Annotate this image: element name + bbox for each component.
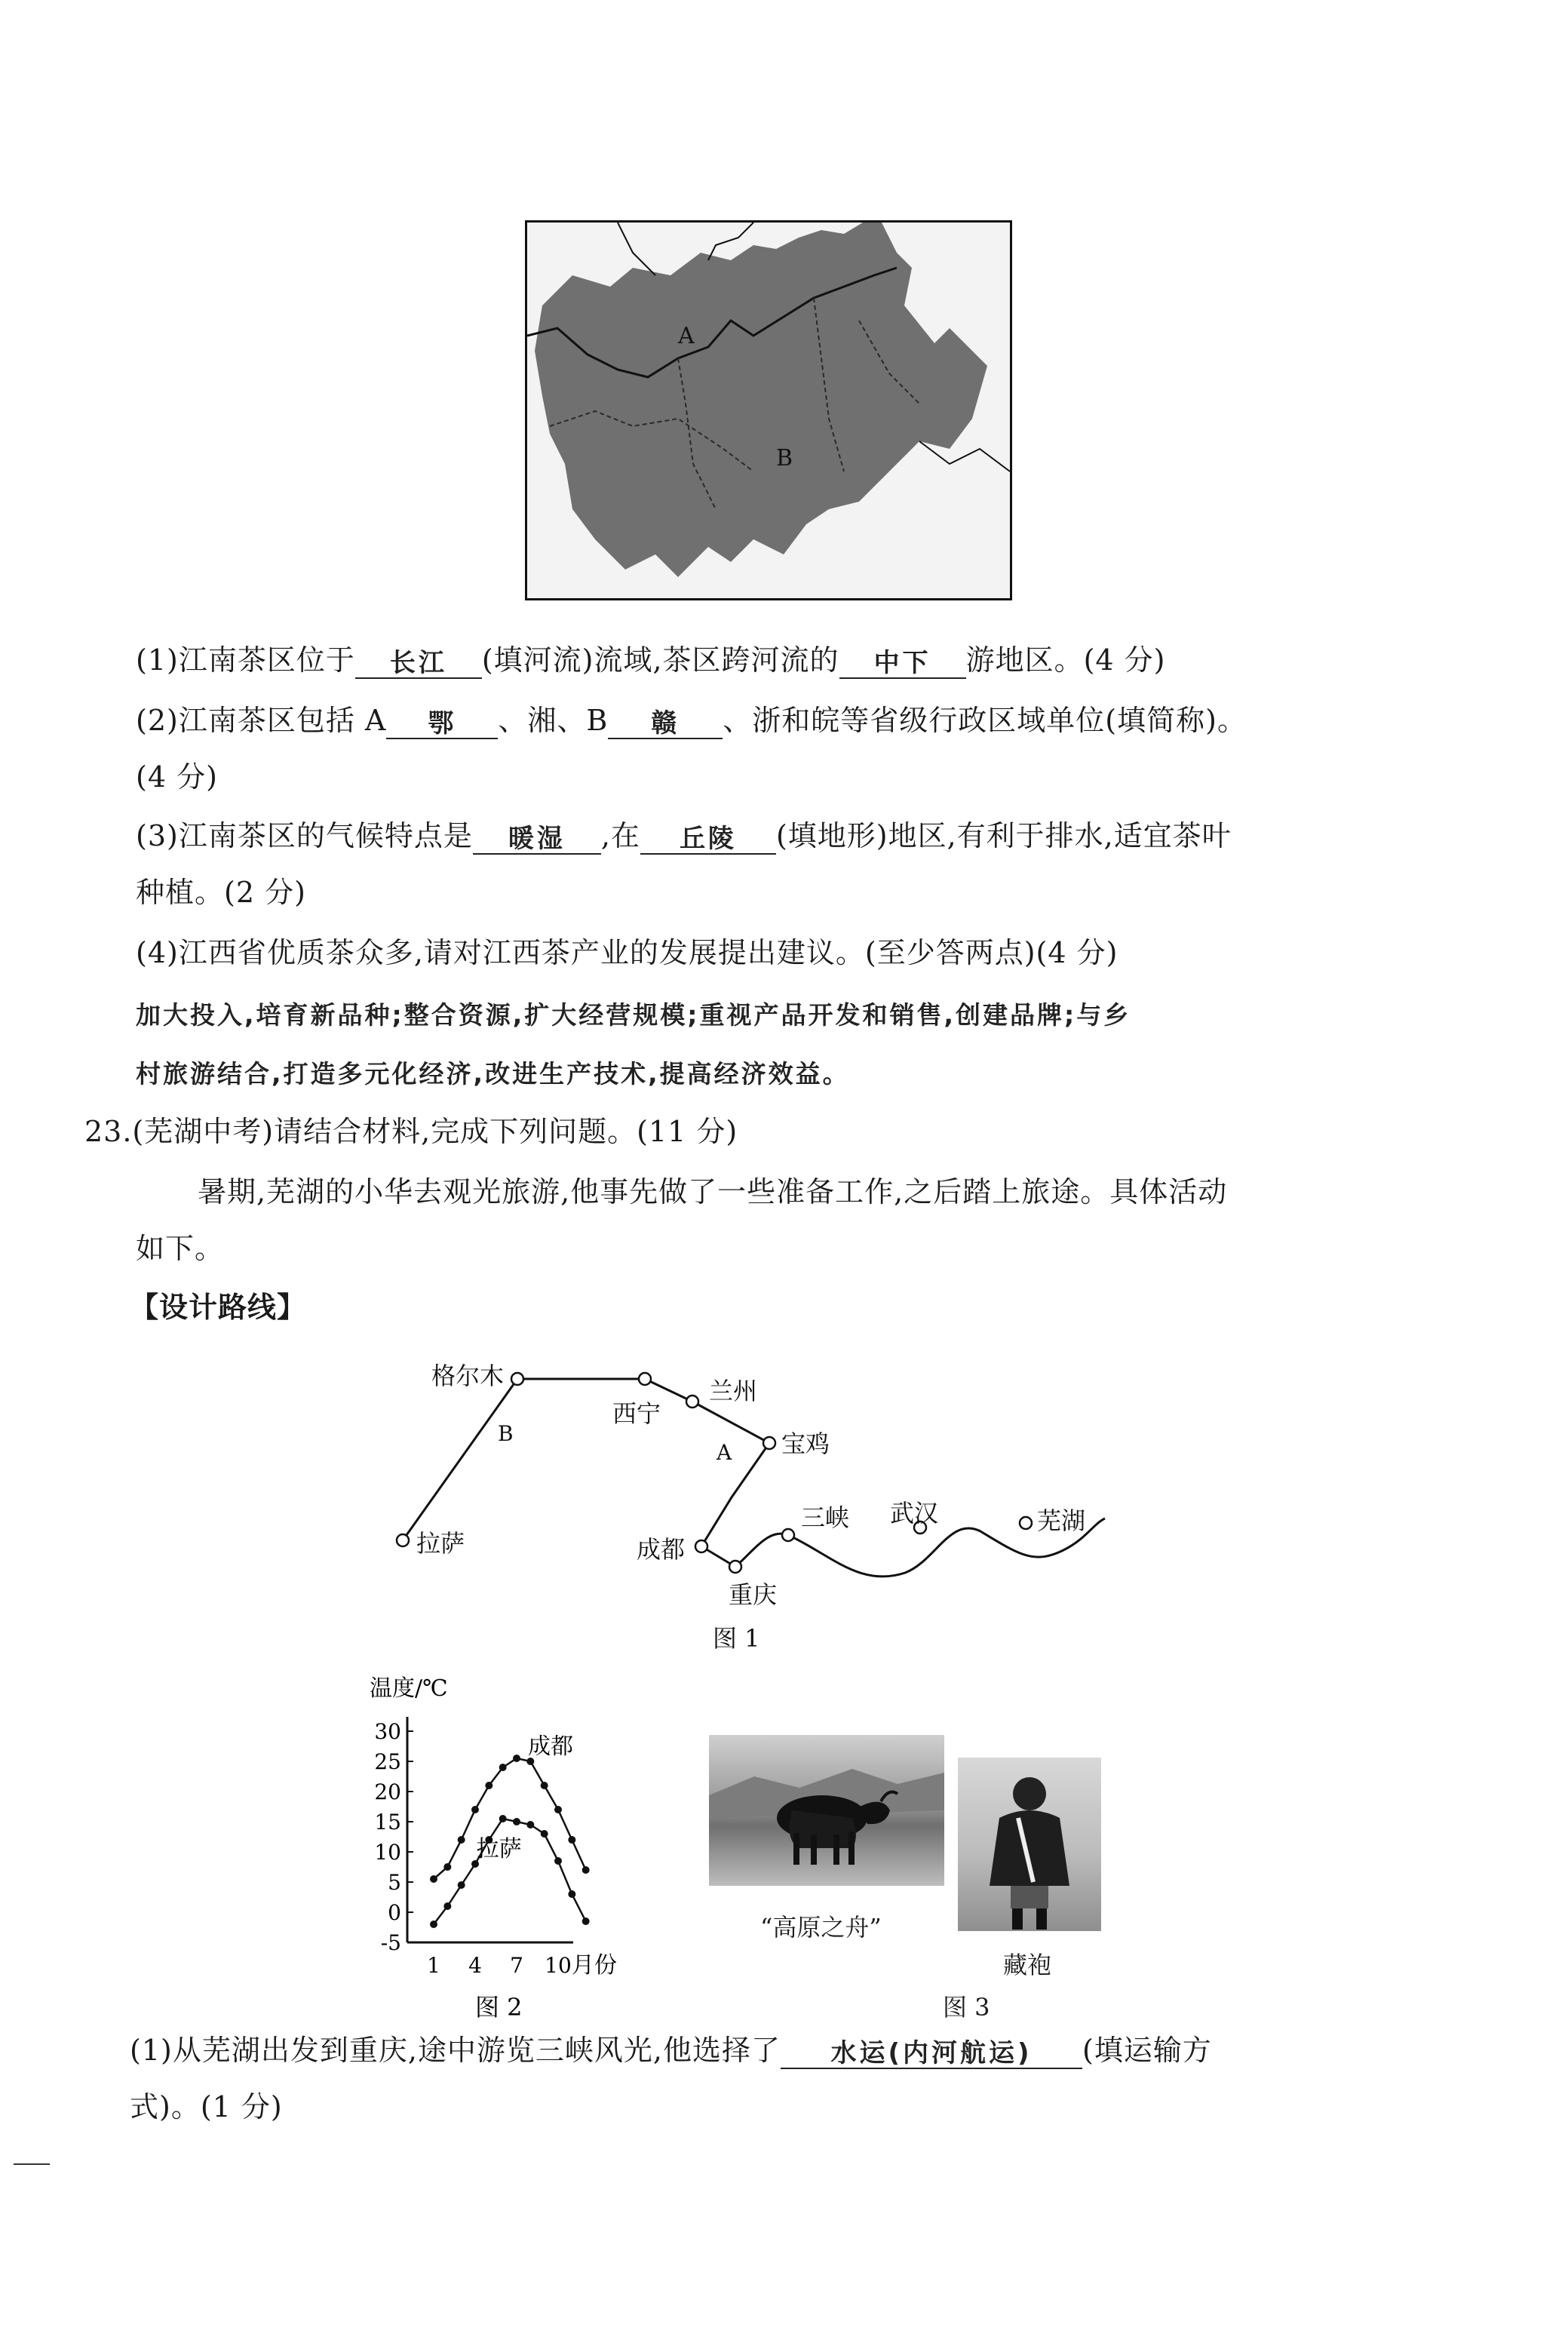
figure3-caption: 图 3 xyxy=(943,1993,990,2022)
q23-p1-answer: 水运(内河航运) xyxy=(830,2038,1033,2068)
x-tick-label: 4 xyxy=(468,1953,482,1978)
data-point xyxy=(541,1782,548,1789)
q22-p2-points: (4 分) xyxy=(136,760,218,794)
city-label-wuhu: 芜湖 xyxy=(1037,1506,1086,1535)
q22-part4-answer-line1: 加大投入,培育新品种;整合资源,扩大经营规模;重视产品开发和销售,创建品牌;与乡 xyxy=(136,1000,1131,1030)
data-point xyxy=(471,1806,479,1813)
data-point xyxy=(568,1836,575,1844)
map-label-b: B xyxy=(776,445,793,471)
q23-p1-text-b: (填运输方 xyxy=(1082,2034,1212,2067)
q23-p1-blank xyxy=(781,2033,1082,2069)
q22-p2-answer1: 鄂 xyxy=(428,708,457,738)
q23-part1 xyxy=(130,2031,1212,2069)
y-tick-label: -5 xyxy=(380,1930,401,1955)
y-tick-label: 25 xyxy=(374,1749,401,1774)
data-point xyxy=(499,1764,507,1771)
person-icon xyxy=(958,1758,1101,1931)
data-point xyxy=(513,1755,520,1762)
data-point xyxy=(526,1821,534,1828)
series-label: 拉萨 xyxy=(476,1836,522,1862)
city-label-baoji: 宝鸡 xyxy=(781,1429,830,1458)
q22-part1 xyxy=(136,641,1165,679)
q22-part3 xyxy=(136,817,1232,855)
city-marker-sanxia xyxy=(782,1529,794,1541)
city-label-lhasa: 拉萨 xyxy=(416,1529,465,1558)
y-tick-label: 30 xyxy=(374,1719,401,1744)
robe-caption: 藏袍 xyxy=(1003,1951,1052,1979)
data-point xyxy=(430,1875,437,1883)
route-line-baoji-chengdu xyxy=(701,1443,769,1546)
chart-x-axis-label: 月份 xyxy=(572,1952,617,1979)
q22-p3-blank1 xyxy=(473,818,601,855)
city-marker-xining xyxy=(639,1373,651,1385)
q23-p1-points: 式)。(1 分) xyxy=(130,2090,283,2123)
temperature-chart xyxy=(354,1667,671,2029)
city-label-sanxia: 三峡 xyxy=(801,1503,850,1532)
route-line-xining-lanzhou xyxy=(645,1379,692,1402)
data-point xyxy=(458,1881,465,1889)
route-label-a: A xyxy=(716,1440,732,1465)
y-tick-label: 5 xyxy=(388,1870,401,1895)
q22-p1-text-a: (1)江南茶区位于 xyxy=(136,643,355,677)
city-marker-golmud xyxy=(511,1373,523,1385)
q22-p3-points: 种植。(2 分) xyxy=(136,876,306,909)
q22-p1-answer1: 长江 xyxy=(389,648,447,678)
yak-photo xyxy=(709,1735,944,1886)
section-heading-design-route: 【设计路线】 xyxy=(130,1291,307,1324)
data-point xyxy=(430,1921,437,1928)
route-label-b: B xyxy=(498,1421,514,1446)
city-marker-wuhu xyxy=(1020,1517,1032,1529)
data-point xyxy=(541,1830,548,1838)
tibetan-robe-photo xyxy=(958,1758,1101,1931)
q22-p3-answer2: 丘陵 xyxy=(679,824,737,854)
q22-p3-text-a: (3)江南茶区的气候特点是 xyxy=(136,819,473,852)
data-point xyxy=(485,1782,492,1789)
city-label-wuhan: 武汉 xyxy=(890,1499,939,1528)
q22-p2-text-b: 、湘、B xyxy=(498,704,609,737)
city-marker-chengdu xyxy=(695,1540,707,1552)
city-label-chongqing: 重庆 xyxy=(729,1580,778,1609)
q22-p2-text-c: 、浙和皖等省级行政区域单位(填简称)。 xyxy=(723,704,1247,737)
q22-p2-answer2: 赣 xyxy=(651,708,680,738)
data-point xyxy=(582,1866,590,1874)
city-marker-baoji xyxy=(763,1437,775,1449)
q22-p1-text-c: 游地区。(4 分) xyxy=(965,643,1166,677)
q22-p1-blank2 xyxy=(839,643,966,679)
x-tick-label: 7 xyxy=(510,1953,523,1978)
route-line-lhasa-golmud xyxy=(403,1379,517,1540)
q22-p2-blank2 xyxy=(608,703,723,739)
route-diagram xyxy=(377,1354,1116,1663)
series-line-1 xyxy=(434,1819,586,1924)
city-label-chengdu: 成都 xyxy=(637,1535,686,1564)
q22-part2 xyxy=(136,702,1247,739)
q23-intro-line1: 暑期,芜湖的小华去观光旅游,他事先做了一些准备工作,之后踏上旅途。具体活动 xyxy=(198,1175,1228,1208)
q22-p3-blank2 xyxy=(640,818,776,855)
map-graphic xyxy=(527,223,1010,598)
data-point xyxy=(443,1902,451,1910)
data-point xyxy=(443,1863,451,1871)
data-point xyxy=(554,1806,562,1813)
y-tick-label: 15 xyxy=(374,1810,401,1835)
q22-p3-text-c: (填地形)地区,有利于排水,适宜茶叶 xyxy=(775,819,1232,852)
data-point xyxy=(513,1818,520,1825)
data-point xyxy=(582,1918,590,1925)
q22-p3-answer1: 暖湿 xyxy=(508,824,566,854)
q23-p1-text-a: (1)从芜湖出发到重庆,途中游览三峡风光,他选择了 xyxy=(130,2034,781,2067)
yak-icon xyxy=(709,1735,944,1886)
q22-part4-answer-line2: 村旅游结合,打造多元化经济,改进生产技术,提高经济效益。 xyxy=(136,1059,850,1088)
data-point xyxy=(554,1857,562,1865)
q22-p1-blank1 xyxy=(355,643,482,679)
series-label: 成都 xyxy=(528,1733,573,1760)
q23-intro-line2: 如下。 xyxy=(136,1232,225,1265)
q22-p3-text-b: ,在 xyxy=(600,819,640,852)
city-marker-chongqing xyxy=(729,1561,741,1573)
y-tick-label: 10 xyxy=(374,1840,401,1865)
route-line-lanzhou-baoji xyxy=(692,1402,769,1443)
figure2-caption: 图 2 xyxy=(475,1993,523,2022)
q23-title: 23.(芜湖中考)请结合材料,完成下列问题。(11 分) xyxy=(84,1115,738,1148)
q22-p1-text-b: (填河流)流域,茶区跨河流的 xyxy=(481,643,839,677)
q22-part4-question: (4)江西省优质茶众多,请对江西茶产业的发展提出建议。(至少答两点)(4 分) xyxy=(136,936,1118,969)
yak-caption: “高原之舟” xyxy=(760,1913,882,1942)
city-marker-lhasa xyxy=(397,1534,409,1546)
map-label-a: A xyxy=(678,323,695,349)
data-point xyxy=(458,1836,465,1844)
data-point xyxy=(499,1815,507,1822)
figure1-caption: 图 1 xyxy=(713,1624,760,1653)
q22-p2-text-a: (2)江南茶区包括 A xyxy=(136,704,387,737)
x-tick-label: 10 xyxy=(545,1953,572,1978)
y-tick-label: 20 xyxy=(374,1779,401,1804)
city-label-golmud: 格尔木 xyxy=(431,1362,505,1390)
page-edge-mark xyxy=(14,2163,50,2165)
data-point xyxy=(568,1890,575,1898)
city-marker-lanzhou xyxy=(686,1396,698,1408)
x-tick-label: 1 xyxy=(427,1953,440,1978)
tea-region-map xyxy=(525,220,1012,600)
q22-p2-blank1 xyxy=(386,703,498,739)
tea-region-shape xyxy=(535,223,987,577)
y-tick-label: 0 xyxy=(388,1900,401,1925)
city-label-lanzhou: 兰州 xyxy=(709,1377,758,1405)
q22-p1-answer2: 中下 xyxy=(873,648,931,678)
city-label-xining: 西宁 xyxy=(612,1399,661,1428)
chart-y-axis-label: 温度/℃ xyxy=(370,1675,448,1702)
